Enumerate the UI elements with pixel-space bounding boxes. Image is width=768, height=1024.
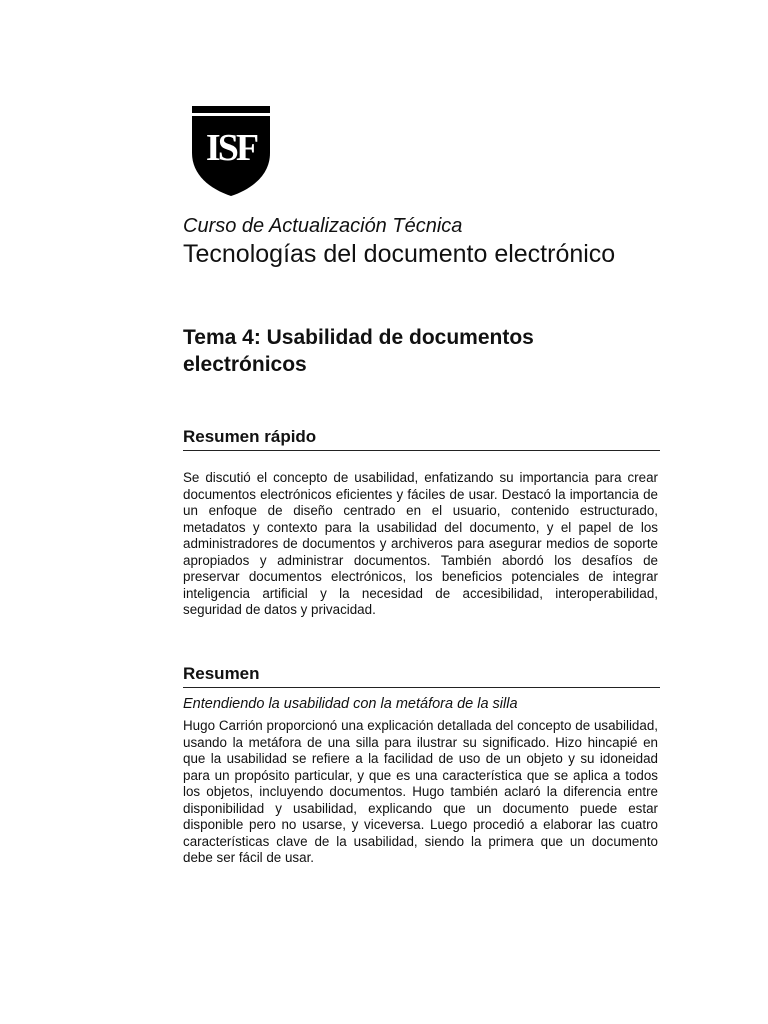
summary-paragraph: Hugo Carrión proporcionó una explicación detallada del concepto de usabilidad, usando la metáfora de una silla para ilustrar su significado. Hizo hincapié en que la usabilidad se refiere a la facilidad de uso de un objeto y su idoneidad para un propósito particular, y que es una característica que se aplica a todos los objetos, incluyendo documentos. Hugo también aclaró la diferencia entre disponibilidad y usabilidad, explicando que un documento puede estar disponible pero no usarse, y viceversa. Luego procedió a elaborar las cuatro características clave de la usabilidad, siendo la primera que un documento debe ser fácil de usar.: [183, 718, 658, 865]
course-title: Tecnologías del documento electrónico: [183, 240, 616, 268]
quick-summary-paragraph: Se discutió el concepto de usabilidad, enfatizando su importancia para crear documentos electrónicos eficientes y fáciles de usar. Destacó la importancia de un enfoque de diseño centrado en el usuario, contenido estructurado, metadatos y contexto para la usabilidad del documento, y el papel de los administradores de documentos y archiveros para asegurar medios de soporte apropiados y administrar documentos. También abordó los desafíos de preservar documentos electrónicos, los beneficios potenciales de integrar inteligencia artificial y la necesidad de accesibilidad, interoperabilidad, seguridad de datos y privacidad.: [183, 470, 658, 617]
topic-title: Tema 4: Usabilidad de documentos electrónicos: [183, 326, 534, 376]
summary-heading: Resumen: [183, 664, 660, 688]
quick-summary-heading: Resumen rápido: [183, 427, 660, 451]
course-subtitle: Curso de Actualización Técnica: [183, 215, 463, 237]
isf-shield-logo: [186, 103, 276, 199]
summary-subheading: Entendiendo la usabilidad con la metáfora de la silla: [183, 696, 518, 712]
isf-logo-lettering: ISF: [205, 127, 257, 169]
